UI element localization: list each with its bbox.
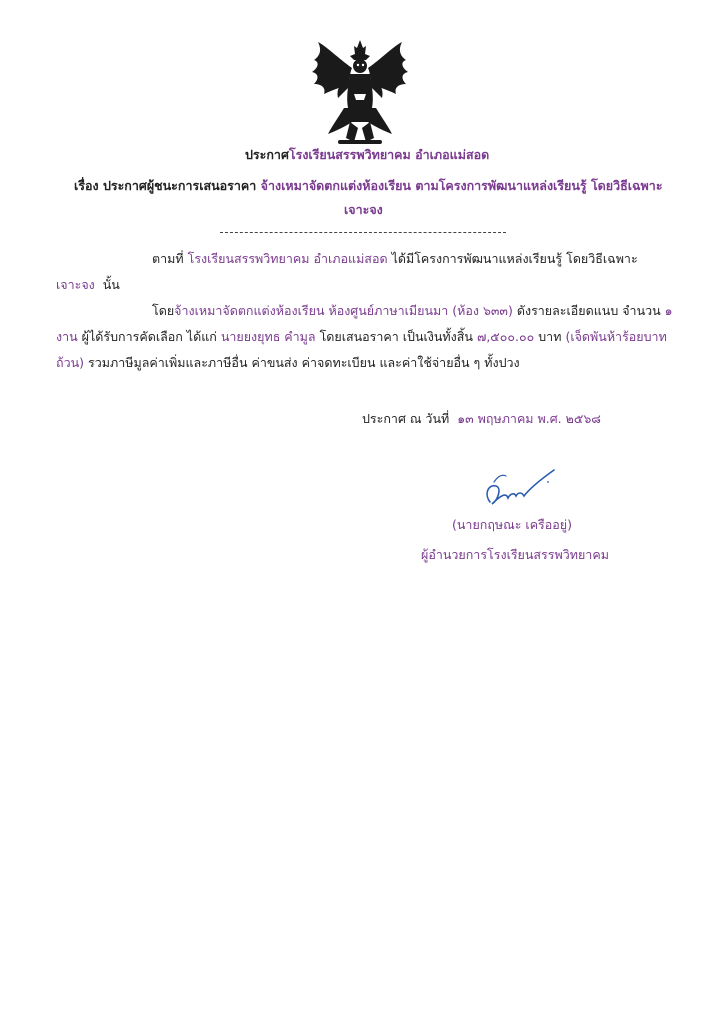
para2-line2-d: โดยเสนอราคา เป็นเงินทั้งสิ้น [319,329,473,344]
para1-school: โรงเรียนสรรพวิทยาคม อำเภอแม่สอด [187,251,388,266]
para2-line3-a: ถ้วน) [56,355,85,370]
para2-line2-f: บาท [538,329,562,344]
signer-position: ผู้อำนวยการโรงเรียนสรรพวิทยาคม [421,547,609,562]
document-subject [74,177,663,195]
subject-text: จ้างเหมาจัดตกแต่งห้องเรียน ตามโครงการพัฒนาแหล่งเรียนรู้ โดยวิธีเฉพาะ [260,178,663,193]
divider-line [220,232,506,233]
paragraph-2-line-1 [152,302,673,320]
para2-line1-b: จ้างเหมาจัดตกแต่งห้องเรียน ห้องศูนย์ภาษาเมียนมา (ห้อง ๖๓๓) [174,303,513,318]
document-title [245,146,489,164]
announcement-date-line [362,410,601,428]
paragraph-1-line-2 [56,276,120,294]
title-prefix: ประกาศ [245,147,289,162]
para2-line2-g: (เจ็ดพันห้าร้อยบาท [565,329,667,344]
subject-label: เรื่อง ประกาศผู้ชนะการเสนอราคา [74,178,257,193]
para1-lead: ตามที่ [152,251,184,266]
para2-line2-a: งาน [56,329,78,344]
para2-line1-c: ดังรายละเอียดแนบ จำนวน [516,303,661,318]
para2-line3-b: รวมภาษีมูลค่าเพิ่มและภาษีอื่น ค่าขนส่ง ค่าจดทะเบียน และค่าใช้จ่ายอื่น ๆ ทั้งปวง [88,355,520,370]
para2-line2-c: นายยงยุทธ คำมูล [220,329,316,344]
para1-line2-b: นั้น [102,277,120,292]
paragraph-2-line-3 [56,354,520,372]
para2-line1-a: โดย [152,303,175,318]
announce-date: ๑๓ พฤษภาคม พ.ศ. ๒๕๖๘ [457,411,601,426]
para2-line1-d: ๑ [664,303,673,318]
signature-icon [478,462,560,512]
para2-line2-e: ๗,๕๐๐.๐๐ [476,329,535,344]
paragraph-1-line-1 [152,250,638,268]
signer-name: (นายกฤษณะ เครืออยู่) [452,517,572,532]
para1-line2-a: เจาะจง [56,277,95,292]
paragraph-2-line-2 [56,328,667,346]
title-school: โรงเรียนสรรพวิทยาคม อำเภอแม่สอด [288,147,490,162]
announce-label: ประกาศ ณ วันที่ [362,411,450,426]
para1-rest: ได้มีโครงการพัฒนาแหล่งเรียนรู้ โดยวิธีเฉพาะ [391,251,638,266]
para2-line2-b: ผู้ได้รับการคัดเลือก ได้แก่ [81,329,217,344]
subject-text-cont: เจาะจง [344,202,383,217]
garuda-emblem-icon [308,38,412,148]
